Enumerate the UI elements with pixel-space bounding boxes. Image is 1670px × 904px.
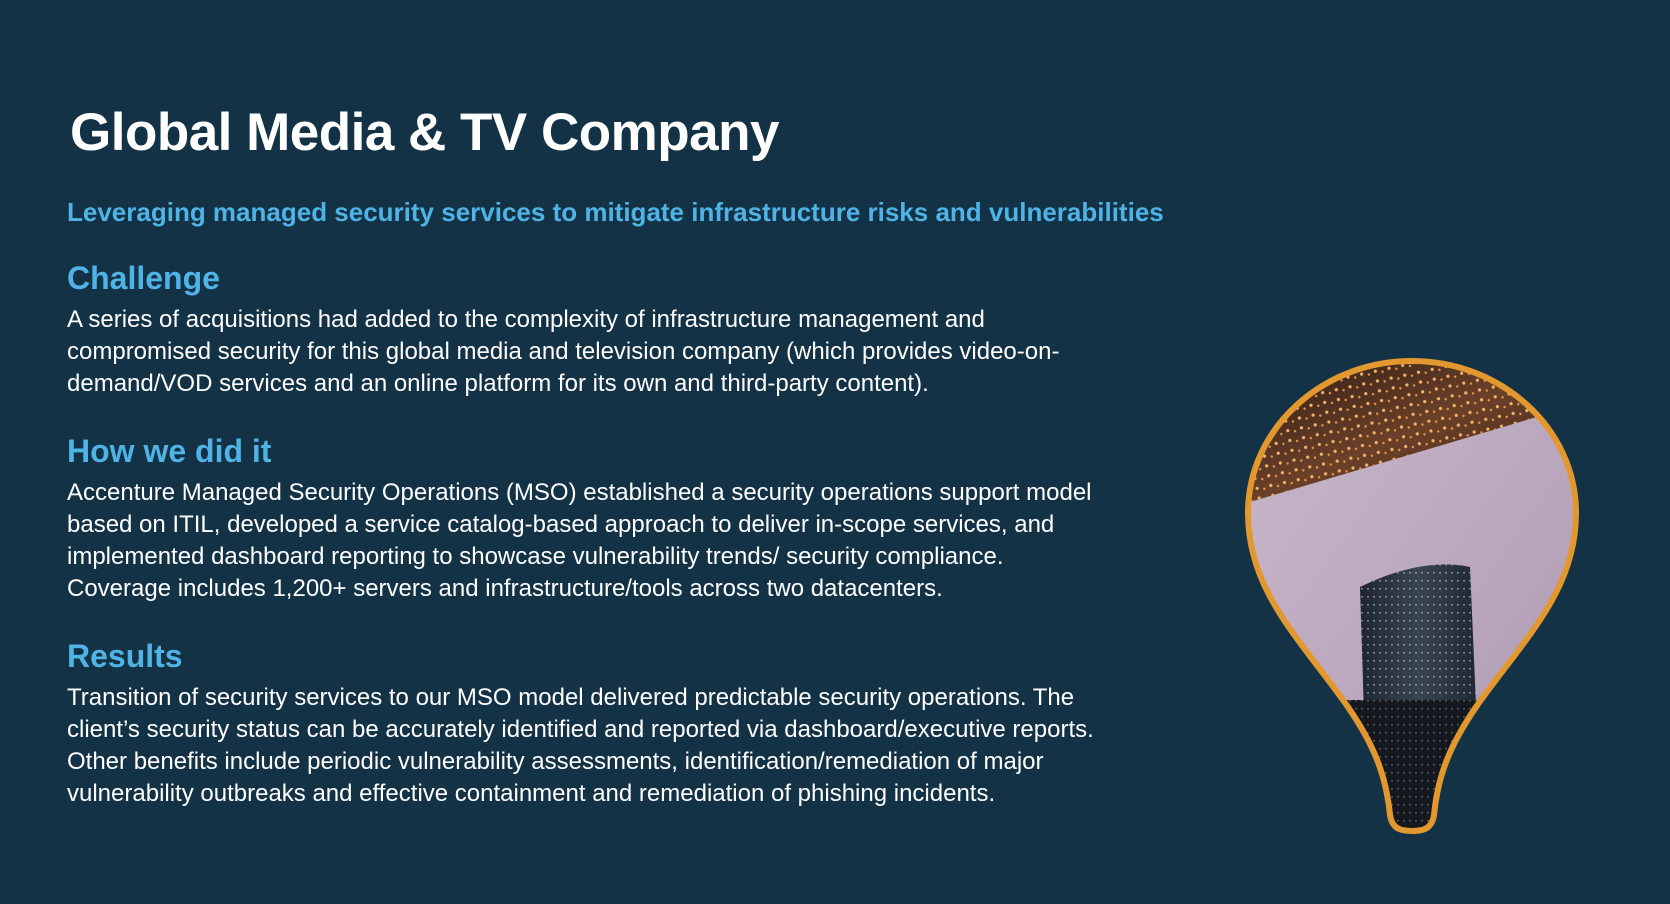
how-we-did-it-line: Accenture Managed Security Operations (MSO) established a security operations support model xyxy=(67,478,1092,506)
challenge-section xyxy=(67,262,1232,400)
location-pin-photo-icon xyxy=(1240,355,1584,837)
results-section xyxy=(67,640,1232,810)
results-line: vulnerability outbreaks and effective containment and remediation of phishing incidents. xyxy=(67,779,996,807)
challenge-line: compromised security for this global media and television company (which provides video-on- xyxy=(67,337,1060,365)
how-we-did-it-section xyxy=(67,435,1232,605)
how-we-did-it-heading: How we did it xyxy=(67,433,272,469)
challenge-line: demand/VOD services and an online platform for its own and third-party content). xyxy=(67,369,929,397)
how-we-did-it-line: implemented dashboard reporting to showcase vulnerability trends/ security compliance. xyxy=(67,542,1004,570)
how-we-did-it-line: Coverage includes 1,200+ servers and infrastructure/tools across two datacenters. xyxy=(67,574,943,602)
results-line: client’s security status can be accurately identified and reported via dashboard/executive reports. xyxy=(67,715,1094,743)
challenge-heading: Challenge xyxy=(67,260,220,296)
results-heading: Results xyxy=(67,638,183,674)
page-subtitle: Leveraging managed security services to mitigate infrastructure risks and vulnerabilities xyxy=(67,197,1164,227)
how-we-did-it-body xyxy=(67,477,1232,605)
results-body xyxy=(67,682,1232,810)
results-line: Transition of security services to our MSO model delivered predictable security operations. The xyxy=(67,683,1075,711)
challenge-line: A series of acquisitions had added to the complexity of infrastructure management and xyxy=(67,305,985,333)
challenge-body xyxy=(67,304,1232,400)
page-title: Global Media & TV Company xyxy=(70,103,779,162)
how-we-did-it-line: based on ITIL, developed a service catalog-based approach to deliver in-scope services, and xyxy=(67,510,1055,538)
results-line: Other benefits include periodic vulnerability assessments, identification/remediation of major xyxy=(67,747,1044,775)
